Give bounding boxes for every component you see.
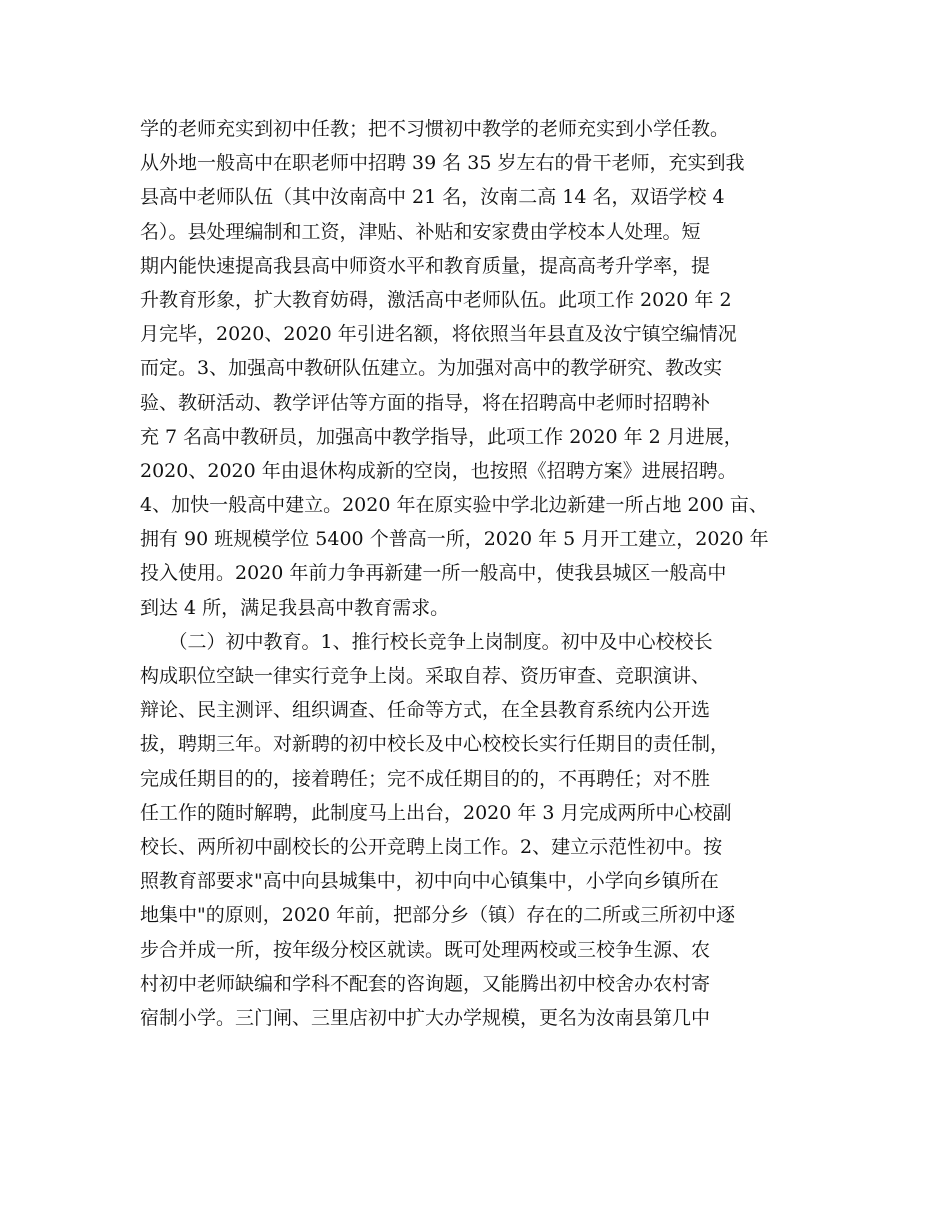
text-line: 投入使用。2020 年前力争再新建一所一般高中，使我县城区一般高中: [140, 562, 727, 585]
text-line: 4、加快一般高中建立。2020 年在原实验中学北边新建一所占地 200 亩、: [140, 494, 768, 517]
text-line: 充 7 名高中教研员，加强高中教学指导，此项工作 2020 年 2 月进展，: [140, 425, 743, 448]
text-line: 月完毕，2020、2020 年引进名额，将依照当年县直及汝宁镇空编情况: [140, 323, 737, 346]
text-line: 到达 4 所，满足我县高中教育需求。: [140, 596, 450, 619]
text-line: 2020、2020 年由退休构成新的空岗，也按照《招聘方案》进展招聘。: [140, 459, 737, 482]
text-line: 名）。县处理编制和工资，津贴、补贴和安家费由学校本人处理。短: [140, 220, 701, 243]
body-text: [140, 112, 810, 1035]
text-line: 步合并成一所，按年级分校区就读。既可处理两校或三校争生源、农: [140, 938, 711, 961]
text-line: 完成任期目的的，接着聘任；完不成任期目的的，不再聘任；对不胜: [140, 767, 711, 790]
text-line: 期内能快速提高我县高中师资水平和教育质量，提高高考升学率，提: [140, 254, 711, 277]
text-line: 宿制小学。三门闸、三里店初中扩大办学规模，更名为汝南县第几中: [140, 1006, 711, 1029]
text-line: 辩论、民主测评、组织调查、任命等方式，在全县教育系统内公开选: [140, 699, 711, 722]
text-line: 校长、两所初中副校长的公开竞聘上岗工作。2、建立示范性初中。按: [140, 835, 723, 858]
text-line: 学的老师充实到初中任教；把不习惯初中教学的老师充实到小学任教。: [140, 118, 730, 140]
text-line: 拔，聘期三年。对新聘的初中校长及中心校校长实行任期目的责任制，: [140, 733, 730, 756]
text-line: 任工作的随时解聘，此制度马上出台，2020 年 3 月完成两所中心校副: [140, 801, 732, 824]
text-line: 拥有 90 班规模学位 5400 个普高一所，2020 年 5 月开工建立，2020 年: [140, 528, 769, 551]
text-line: 村初中老师缺编和学科不配套的咨询题，又能腾出初中校舍办农村寄: [140, 972, 711, 995]
text-line: 县高中老师队伍（其中汝南高中 21 名，汝南二高 14 名，双语学校 4: [140, 186, 725, 209]
text-line: 从外地一般高中在职老师中招聘 39 名 35 岁左右的骨干老师，充实到我: [140, 152, 745, 175]
text-line: 而定。3、加强高中教研队伍建立。为加强对高中的教学研究、教改实: [140, 357, 723, 380]
text-line: 地集中"的原则，2020 年前，把部分乡（镇）存在的二所或三所初中逐: [140, 904, 736, 927]
text-line: 验、教研活动、教学评估等方面的指导，将在招聘高中老师时招聘补: [140, 391, 711, 414]
text-line: 照教育部要求"高中向县城集中，初中向中心镇集中，小学向乡镇所在: [140, 870, 719, 893]
text-line: 升教育形象，扩大教育妨碍，激活高中老师队伍。此项工作 2020 年 2: [140, 288, 732, 311]
text-line: 构成职位空缺一律实行竞争上岗。采取自荐、资历审查、竞职演讲、: [140, 665, 711, 687]
paragraph-start-line: （二）初中教育。1、推行校长竞争上岗制度。初中及中心校校长: [140, 630, 713, 653]
